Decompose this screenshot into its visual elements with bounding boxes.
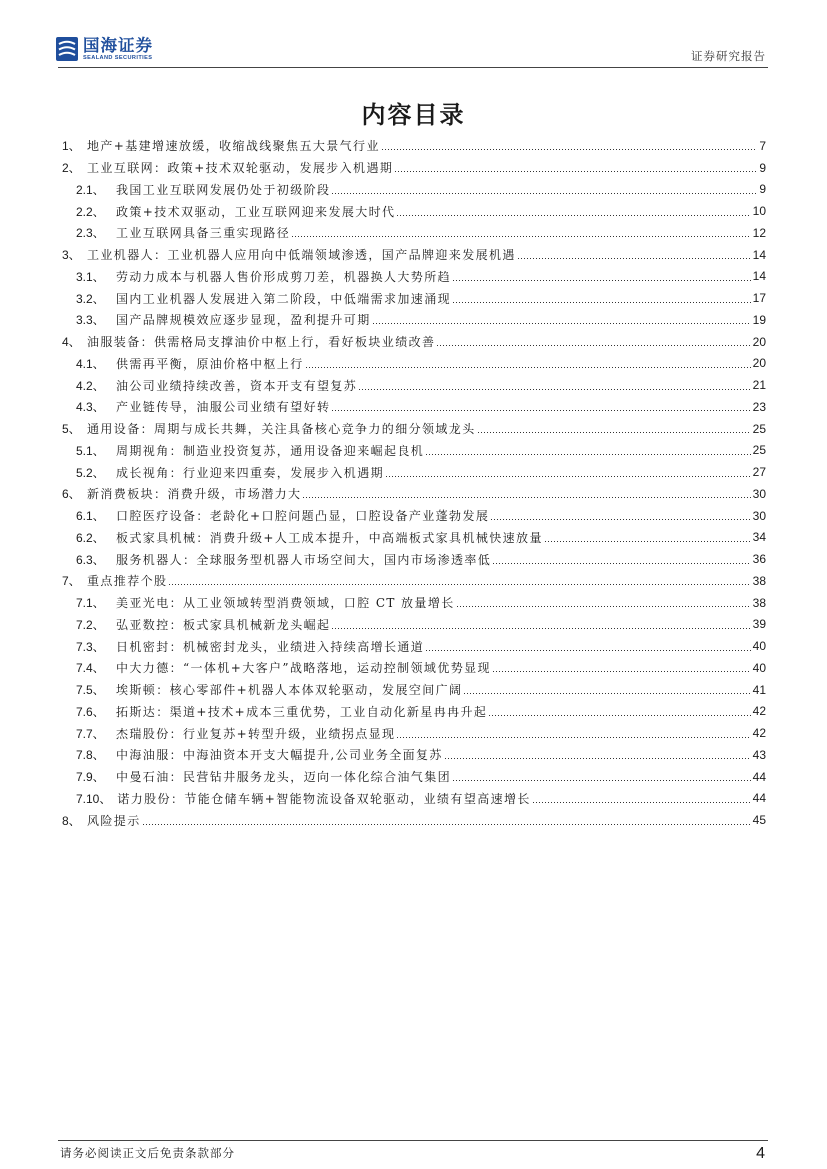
toc-entry-title: 国产品牌规模效应逐步显现，盈利提升可期 [116,313,371,328]
toc-entry-title: 风险提示 [87,813,141,828]
disclaimer-note: 请务必阅读正文后免责条款部分 [60,1146,235,1160]
toc-entry[interactable] [58,614,768,636]
toc-entry-page: 42 [752,704,766,719]
table-of-contents [58,135,768,831]
toc-entry-page: 44 [752,769,766,784]
toc-dot-leader [478,432,751,433]
toc-entry[interactable] [58,809,768,831]
toc-entry-page: 14 [752,269,766,284]
toc-entry-number: 4、 [62,335,81,350]
toc-entry-number: 7、 [62,574,81,589]
toc-entry-page: 25 [752,421,766,436]
toc-entry[interactable] [58,527,768,549]
toc-entry-number: 1、 [62,139,81,154]
toc-dot-leader [457,606,751,607]
toc-dot-leader [426,650,750,651]
toc-entry-page: 21 [752,378,766,393]
toc-entry-number: 4.1、 [76,356,105,371]
toc-entry-title: 工业互联网：政策+技术双轮驱动，发展步入机遇期 [87,161,394,176]
toc-dot-leader [306,367,751,368]
toc-entry-title: 埃斯顿：核心零部件+机器人本体双轮驱动，发展空间广阔 [116,683,463,698]
toc-entry-page: 30 [752,508,766,523]
toc-entry-title: 板式家具机械：消费升级+人工成本提升，中高端板式家具机械快速放量 [116,530,543,545]
page-header [0,0,827,70]
toc-entry-page: 19 [752,312,766,327]
toc-entry-page: 40 [752,660,766,675]
toc-dot-leader [545,541,751,542]
toc-entry-number: 7.10、 [76,791,112,806]
toc-entry-number: 5、 [62,422,81,437]
toc-entry-number: 3.3、 [76,313,105,328]
toc-entry-page: 34 [752,530,766,545]
toc-entry[interactable] [58,179,768,201]
page-number: 4 [756,1145,765,1162]
toc-dot-leader [445,758,751,759]
toc-dot-leader [518,258,751,259]
toc-entry[interactable] [58,592,768,614]
toc-entry-number: 7.3、 [76,639,105,654]
toc-entry-page: 45 [752,813,766,828]
toc-dot-leader [292,236,750,237]
toc-entry-page: 44 [752,791,766,806]
toc-entry[interactable] [58,744,768,766]
toc-entry-page: 7 [759,138,766,153]
toc-entry-number: 7.4、 [76,661,105,676]
toc-entry-number: 4.3、 [76,400,105,415]
toc-dot-leader [169,584,750,585]
toc-entry-page: 9 [759,182,766,197]
toc-entry-title: 油服装备：供需格局支撑油价中枢上行，看好板块业绩改善 [87,335,436,350]
wave-mark-icon [56,37,78,61]
toc-entry-title: 中海油服：中海油资本开支大幅提升,公司业务全面复苏 [116,748,443,763]
toc-entry-number: 6.1、 [76,509,105,524]
toc-entry[interactable] [58,788,768,810]
toc-entry[interactable] [58,657,768,679]
toc-entry-number: 2.1、 [76,182,105,197]
toc-entry-number: 3.2、 [76,291,105,306]
toc-dot-leader [453,302,751,303]
toc-dot-leader [332,410,750,411]
toc-dot-leader [386,476,751,477]
toc-entry[interactable] [58,570,768,592]
toc-dot-leader [437,345,750,346]
toc-entry-number: 4.2、 [76,378,105,393]
toc-entry-number: 2.3、 [76,226,105,241]
sealand-logo [56,37,153,62]
toc-dot-leader [493,563,750,564]
toc-entry-page: 25 [752,443,766,458]
toc-entry-number: 8、 [62,813,81,828]
logo-wordmark [83,37,153,62]
toc-entry-title: 通用设备：周期与成长共舞，关注具备核心竞争力的细分领域龙头 [87,422,476,437]
toc-dot-leader [426,454,750,455]
sealand-logo-icon [56,37,78,61]
toc-entry-page: 17 [752,291,766,306]
toc-entry-title: 产业链传导，油服公司业绩有望好转 [116,400,331,415]
toc-dot-leader [493,671,751,672]
toc-entry-page: 36 [752,552,766,567]
toc-dot-leader [303,497,750,498]
toc-dot-leader [491,519,750,520]
toc-entry-page: 40 [752,639,766,654]
toc-entry-number: 3、 [62,248,81,263]
toc-entry-title: 地产+基建增速放缓，收缩战线聚焦五大景气行业 [87,139,380,154]
toc-entry-title: 诺力股份：节能仓储车辆+智能物流设备双轮驱动，业绩有望高速增长 [117,791,531,806]
toc-entry[interactable] [58,374,768,396]
toc-entry[interactable] [58,418,768,440]
toc-dot-leader [382,149,757,150]
toc-entry-title: 杰瑞股份：行业复苏+转型升级，业绩拐点显现 [116,726,396,741]
toc-entry-title: 中曼石油：民营钻井服务龙头，迈向一体化综合油气集团 [116,770,452,785]
toc-entry[interactable] [58,222,768,244]
toc-entry-page: 20 [752,356,766,371]
toc-dot-leader [395,171,757,172]
toc-entry-page: 14 [752,247,766,262]
header-divider [58,67,768,68]
toc-entry-page: 38 [752,595,766,610]
toc-dot-leader [373,323,751,324]
toc-dot-leader [359,389,750,390]
toc-entry-page: 20 [752,334,766,349]
toc-entry[interactable] [58,287,768,309]
logo-english-name: SEALAND SECURITIES [83,55,153,61]
toc-entry-number: 5.1、 [76,443,105,458]
toc-dot-leader [453,780,751,781]
toc-entry-number: 7.8、 [76,748,105,763]
toc-entry-title: 重点推荐个股 [87,574,168,589]
toc-entry[interactable] [58,309,768,331]
toc-entry[interactable] [58,157,768,179]
toc-entry-number: 7.1、 [76,596,105,611]
toc-entry-title: 口腔医疗设备：老龄化+口腔问题凸显，口腔设备产业蓬勃发展 [116,509,490,524]
toc-entry-page: 39 [752,617,766,632]
toc-entry-title: 周期视角：制造业投资复苏，通用设备迎来崛起良机 [116,443,425,458]
toc-entry-number: 2.2、 [76,204,105,219]
toc-entry-title: 日机密封：机械密封龙头，业绩进入持续高增长通道 [116,639,425,654]
toc-entry[interactable] [58,331,768,353]
logo-chinese-name: 国海证券 [83,36,153,55]
toc-entry-title: 供需再平衡，原油价格中枢上行 [116,356,304,371]
toc-entry-number: 7.7、 [76,726,105,741]
toc-entry-page: 43 [752,747,766,762]
toc-dot-leader [332,628,750,629]
toc-entry-title: 中大力德：“一体机+大客户”战略落地，运动控制领域优势显现 [116,661,491,676]
toc-entry-title: 工业机器人：工业机器人应用向中低端领域渗透，国产品牌迎来发展机遇 [87,248,516,263]
toc-entry-number: 6.3、 [76,552,105,567]
toc-entry[interactable] [58,635,768,657]
toc-entry[interactable] [58,266,768,288]
toc-entry-number: 5.2、 [76,465,105,480]
toc-dot-leader [533,802,751,803]
toc-entry-title: 服务机器人：全球服务型机器人市场空间大，国内市场渗透率低 [116,552,492,567]
toc-entry-title: 弘亚数控：板式家具机械新龙头崛起 [116,617,331,632]
footer-divider [58,1140,768,1141]
toc-entry-title: 工业互联网具备三重实现路径 [116,226,291,241]
toc-entry-title: 我国工业互联网发展仍处于初级阶段 [116,182,331,197]
toc-entry[interactable] [58,701,768,723]
toc-entry-title: 成长视角：行业迎来四重奏，发展步入机遇期 [116,465,385,480]
toc-entry[interactable] [58,679,768,701]
toc-entry-title: 国内工业机器人发展进入第二阶段，中低端需求加速涌现 [116,291,452,306]
toc-dot-leader [397,215,750,216]
toc-dot-leader [453,280,751,281]
toc-entry[interactable] [58,244,768,266]
toc-entry-page: 9 [759,160,766,175]
toc-dot-leader [332,193,757,194]
toc-entry-page: 38 [752,573,766,588]
toc-entry-title: 美亚光电：从工业领域转型消费领域，口腔 CT 放量增长 [116,596,455,611]
toc-entry-page: 27 [752,465,766,480]
toc-entry[interactable] [58,200,768,222]
toc-entry[interactable] [58,396,768,418]
toc-dot-leader [397,737,750,738]
toc-dot-leader [143,824,751,825]
toc-entry-number: 7.9、 [76,770,105,785]
toc-entry-number: 3.1、 [76,269,105,284]
toc-entry[interactable] [58,722,768,744]
toc-entry-number: 7.6、 [76,704,105,719]
toc-entry-page: 12 [752,225,766,240]
toc-entry-number: 6、 [62,487,81,502]
toc-entry-title: 油公司业绩持续改善，资本开支有望复苏 [116,378,358,393]
toc-entry-page: 10 [752,204,766,219]
toc-entry-title: 拓斯达：渠道+技术+成本三重优势，工业自动化新星冉冉升起 [116,704,488,719]
report-type-label: 证券研究报告 [691,49,766,63]
toc-entry-number: 7.5、 [76,683,105,698]
toc-entry-page: 23 [752,399,766,414]
toc-entry-title: 政策+技术双驱动，工业互联网迎来发展大时代 [116,204,396,219]
toc-dot-leader [489,715,750,716]
toc-entry[interactable] [58,483,768,505]
toc-entry[interactable] [58,440,768,462]
toc-dot-leader [464,693,750,694]
toc-entry-page: 30 [752,486,766,501]
toc-entry[interactable] [58,548,768,570]
toc-entry-page: 42 [752,726,766,741]
toc-entry-number: 6.2、 [76,530,105,545]
toc-entry-title: 新消费板块：消费升级，市场潜力大 [87,487,302,502]
toc-entry[interactable] [58,135,768,157]
toc-entry[interactable] [58,505,768,527]
toc-heading: 内容目录 [361,100,466,129]
toc-entry-number: 7.2、 [76,617,105,632]
toc-entry-title: 劳动力成本与机器人售价形成剪刀差，机器换人大势所趋 [116,269,452,284]
toc-entry-number: 2、 [62,161,81,176]
toc-entry[interactable] [58,461,768,483]
toc-entry-page: 41 [752,682,766,697]
toc-entry[interactable] [58,353,768,375]
toc-entry[interactable] [58,766,768,788]
